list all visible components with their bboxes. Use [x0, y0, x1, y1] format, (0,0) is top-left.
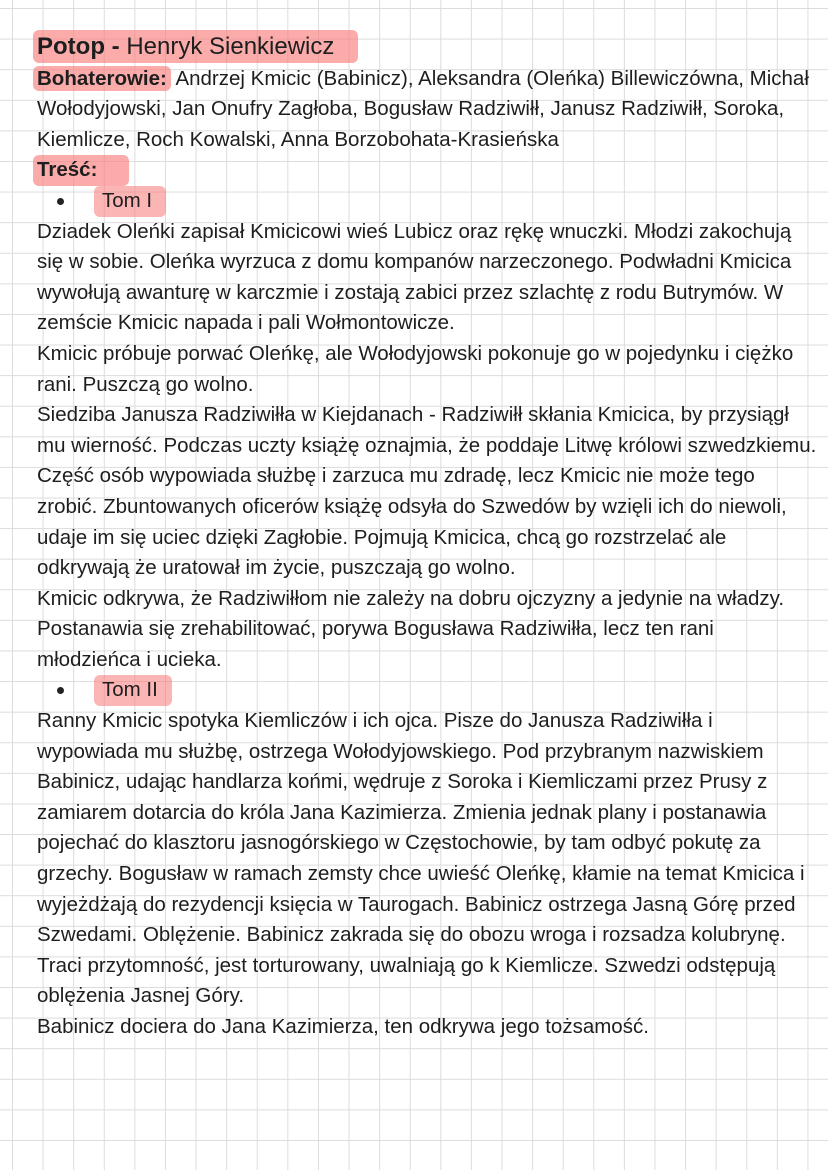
volume-2-paragraph: Babinicz dociera do Jana Kazimierza, ten odkrywa jego tożsamość. [37, 1015, 649, 1038]
content-label: Treść: [33, 155, 129, 186]
characters-text: Andrzej Kmicic (Babinicz), Aleksandra (Oleńka) Billewiczówna, Michał Wołodyjowski, Jan Onufry Zagłoba, Bogusław Radziwiłł, Janusz Radziwiłł, Soroka, Kiemlicze, Roch Kowalski, Anna Borzobohata-Krasieńska [37, 66, 809, 151]
title-highlight [33, 30, 358, 63]
volume-1-paragraph: Kmicic próbuje porwać Oleńkę, ale Wołodyjowski pokonuje go w pojedynku i ciężko rani. Puszczą go wolno. [37, 341, 794, 396]
characters-label: Bohaterowie: [33, 66, 171, 91]
volume-2-heading [37, 675, 817, 706]
characters-paragraph [37, 64, 817, 156]
title-line [37, 30, 817, 64]
work-title: Potop - [37, 33, 120, 60]
author-name: Henryk Sienkiewicz [126, 33, 335, 60]
volume-1-paragraph: Dziadek Oleńki zapisał Kmicicowi wieś Lubicz oraz rękę wnuczki. Młodzi zakochują się w sobie. Oleńka wyrzuca z domu kompanów narzeczonego. Podwładni Kmicica wywołują awanturę w karczmie i zostają zabici przez szlachtę z rodu Butrymów. W zemście Kmicic napada i pali Wołmontowicze. [37, 219, 792, 335]
volume-1-paragraph: Kmicic odkrywa, że Radziwiłłom nie zależy na dobru ojczyzny a jedynie na władzy. Postanawia się zrehabilitować, porywa Bogusława Radziwiłła, lecz ten rani młodzieńca i ucieka. [37, 586, 785, 671]
content-heading-line [37, 155, 817, 186]
volume-1-paragraph: Siedziba Janusza Radziwiłła w Kiejdanach - Radziwiłł skłania Kmicica, by przysiągł mu wierność. Podczas uczty książę oznajmia, że poddaje Litwę królowi szwedzkiemu. Część osób wypowiada służbę i zarzuca mu zdradę, lecz Kmicic nie może tego zrobić. Zbuntowanych oficerów książę odsyła do Szwedów by wzięli ich do niewoli, udaje im się uciec dzięki Zagłobie. Pojmują Kmicica, chcą go rozstrzelać ale odkrywają że uratował im życie, puszczają go wolno. [37, 403, 817, 580]
volume-1-label: Tom I [94, 186, 166, 217]
volume-2-paragraph: Ranny Kmicic spotyka Kiemliczów i ich ojca. Pisze do Janusza Radziwiłła i wypowiada mu służbę, ostrzega Wołodyjowskiego. Pod przybranym nazwiskiem Babinicz, udając handlarza końmi, wędruje z Soroka i Kiemliczami przez Prusy z zamiarem dotarcia do króla Jana Kazimierza. Zmienia jednak plany i postanawia pojechać do klasztoru jasnogórskiego w Częstochowie, by tam odbyć pokutę za grzechy. Bogusław w ramach zemsty chce uwieść Oleńkę, kłamie na temat Kmicica i wyjeżdżają do rezydencji księcia w Taurogach. Babinicz ostrzega Jasną Górę przed Szwedami. Oblężenie. Babinicz zakrada się do obozu wroga i rozsadza kolubrynę. Traci przytomność, jest torturowany, uwalniają go k Kiemlicze. Szwedzi odstępują oblężenia Jasnej Góry. [37, 709, 805, 1008]
bullet-icon [57, 198, 64, 205]
volume-2-label: Tom II [94, 675, 172, 706]
volume-1-heading [37, 186, 817, 217]
bullet-icon [57, 687, 64, 694]
note-page [37, 30, 817, 1043]
